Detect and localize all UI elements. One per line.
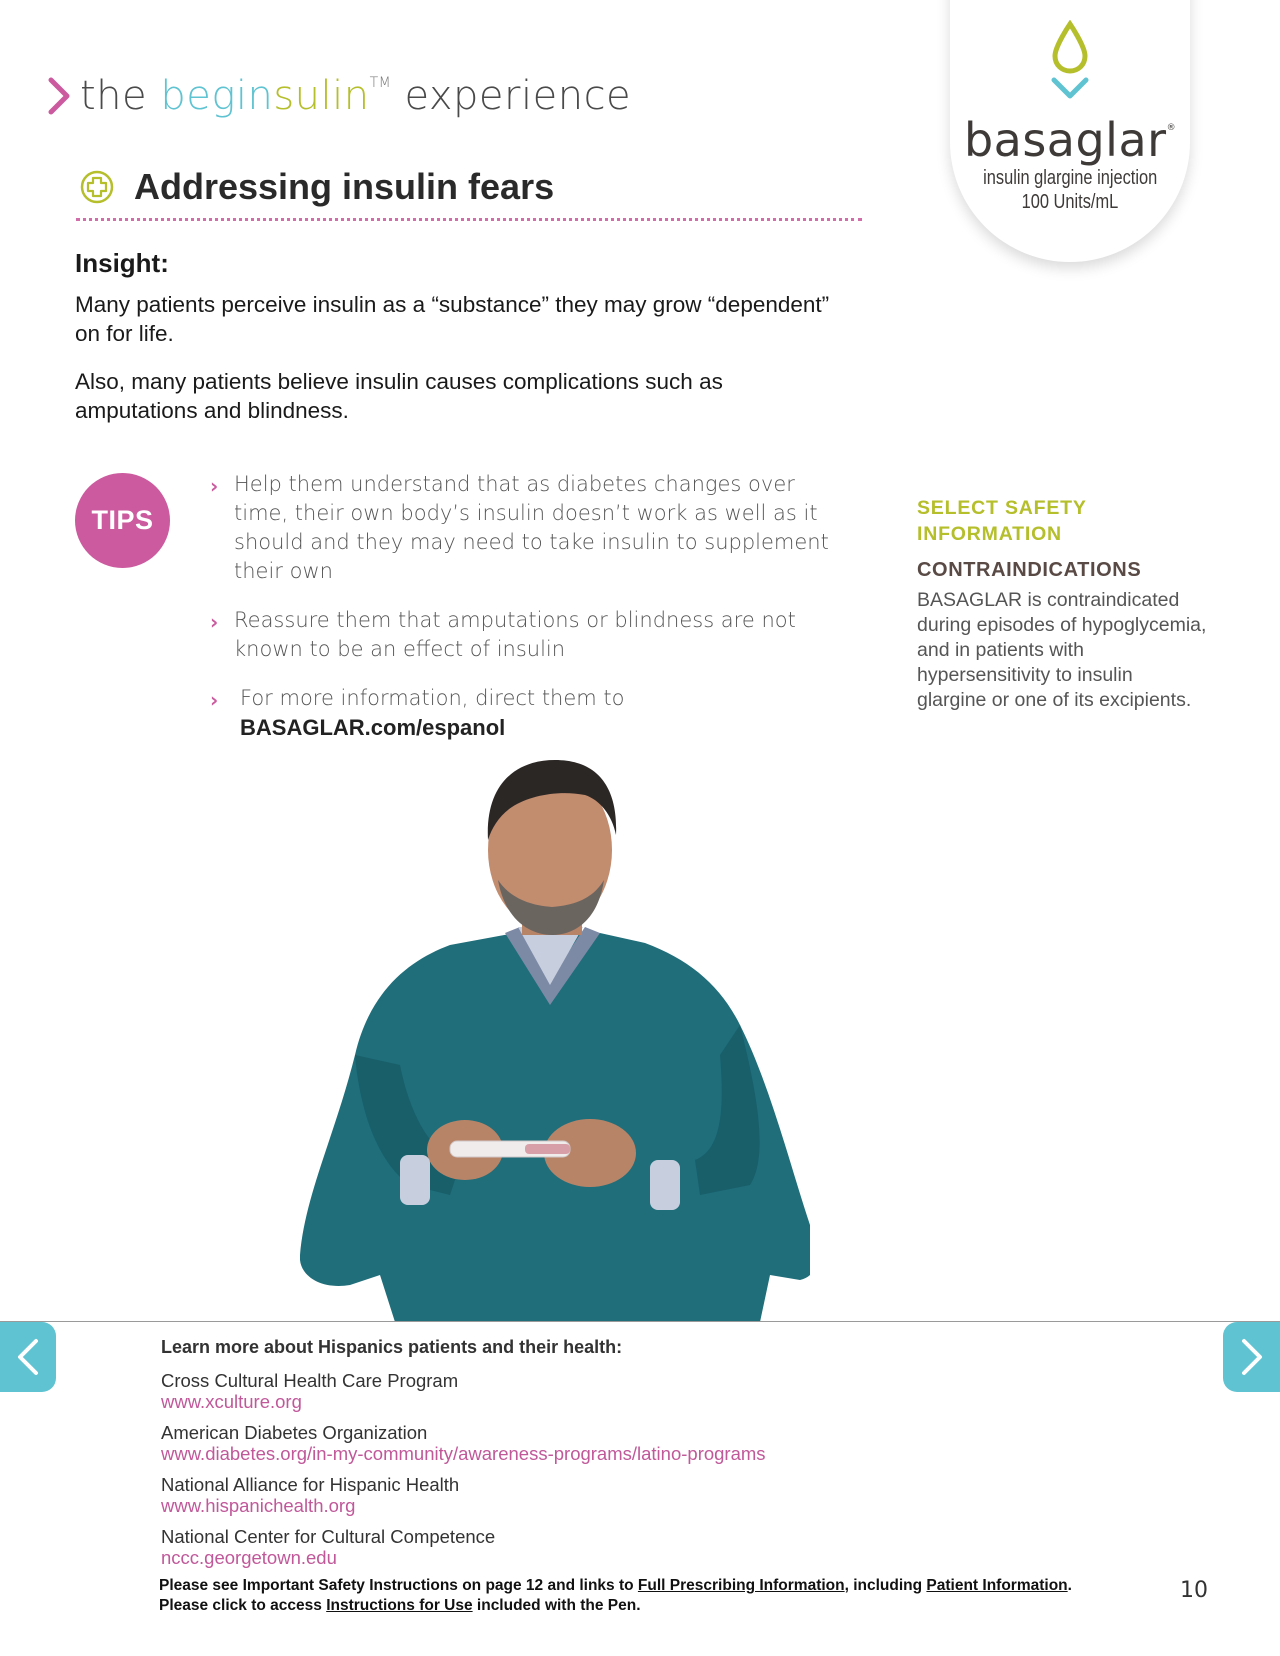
resources-section — [161, 1337, 1061, 1578]
tip-item — [210, 470, 850, 586]
contraindications-body: BASAGLAR is contraindicated during episodes of hypoglycemia, and in patients with hypersensitivity to insulin glargine or one of its excipients. — [917, 589, 1207, 711]
tip-text: For more information, direct them to — [240, 686, 625, 710]
chevron-right-icon — [46, 76, 72, 116]
safety-sidebar — [917, 495, 1207, 713]
resource-item — [161, 1526, 1061, 1568]
trademark: TM — [369, 75, 392, 91]
instructions-for-use-link[interactable]: Instructions for Use — [326, 1597, 473, 1614]
insight-paragraph-2: Also, many patients believe insulin causes complications such as amputations and blindness. — [75, 369, 723, 423]
brand-header — [46, 66, 631, 126]
brand-insulin: sulin — [273, 73, 370, 119]
section-header — [80, 166, 554, 208]
brand-prefix: the — [80, 73, 161, 119]
resource-link[interactable]: www.hispanichealth.org — [161, 1495, 356, 1516]
resource-item — [161, 1370, 1061, 1412]
page-title: Addressing insulin fears — [134, 166, 555, 207]
footnote-line-2: Please click to access Instructions for Use included with the Pen. — [159, 1597, 641, 1614]
chevron-left-icon — [14, 1337, 42, 1377]
resource-item — [161, 1474, 1061, 1516]
brand-suffix: experience — [391, 73, 632, 119]
brand-begin: begin — [160, 73, 274, 119]
tip-item — [210, 684, 850, 742]
full-prescribing-info-link[interactable]: Full Prescribing Information — [637, 1577, 845, 1594]
contraindications-title: CONTRAINDICATIONS — [917, 559, 1142, 581]
next-page-button[interactable] — [1223, 1322, 1280, 1392]
chevron-right-icon: › — [210, 688, 219, 712]
patient-photo — [300, 755, 810, 1322]
basaglar-logo — [950, 0, 1190, 262]
resource-name: National Alliance for Hispanic Health — [161, 1474, 460, 1495]
resource-link[interactable]: www.diabetes.org/in-my-community/awareness-programs/latino-programs — [161, 1443, 766, 1464]
bottom-divider — [0, 1321, 1280, 1322]
safety-title: SELECT SAFETY INFORMATION — [917, 497, 1087, 545]
resource-item — [161, 1422, 1061, 1464]
chevron-right-icon — [1238, 1337, 1266, 1377]
resources-heading: Learn more about Hispanics patients and their health: — [161, 1337, 623, 1357]
tips-list — [210, 470, 850, 762]
drop-logo-icon — [1046, 20, 1094, 102]
chevron-right-icon: › — [210, 474, 219, 498]
chevron-right-icon: › — [210, 610, 219, 634]
logo-subtitle-2: 100 Units/mL — [1021, 191, 1119, 213]
tip-text: Help them understand that as diabetes changes over time, their own body’s insulin doesn’t work as well as it should and they may need to take insulin to supplement their own — [234, 472, 829, 583]
safety-footnote — [159, 1576, 1159, 1616]
resource-name: American Diabetes Organization — [161, 1422, 428, 1443]
basaglar-espanol-link[interactable]: BASAGLAR.com/espanol — [240, 715, 506, 740]
footnote-line-1: Please see Important Safety Instructions on page 12 and links to Full Prescribing Information, including Patient Information. — [159, 1577, 1072, 1594]
page-number: 10 — [1180, 1578, 1208, 1603]
tips-badge: TIPS — [75, 473, 170, 568]
dotted-divider — [76, 218, 862, 221]
previous-page-button[interactable] — [0, 1322, 56, 1392]
resource-link[interactable]: nccc.georgetown.edu — [161, 1547, 337, 1568]
resource-name: National Center for Cultural Competence — [161, 1526, 496, 1547]
plus-circle-icon — [80, 170, 114, 204]
resource-name: Cross Cultural Health Care Program — [161, 1370, 459, 1391]
tip-item — [210, 606, 850, 664]
patient-info-link[interactable]: Patient Information — [926, 1577, 1068, 1594]
logo-subtitle-1: insulin glargine injection — [982, 167, 1158, 189]
insight-paragraph-1: Many patients perceive insulin as a “substance” they may grow “dependent” on for life. — [75, 292, 830, 346]
resource-link[interactable]: www.xculture.org — [161, 1391, 302, 1412]
logo-wordmark: basaglar® — [963, 113, 1177, 167]
brand-title — [80, 73, 631, 119]
tip-text: Reassure them that amputations or blindness are not known to be an effect of insulin — [234, 608, 796, 661]
insight-heading: Insight: — [75, 248, 169, 278]
